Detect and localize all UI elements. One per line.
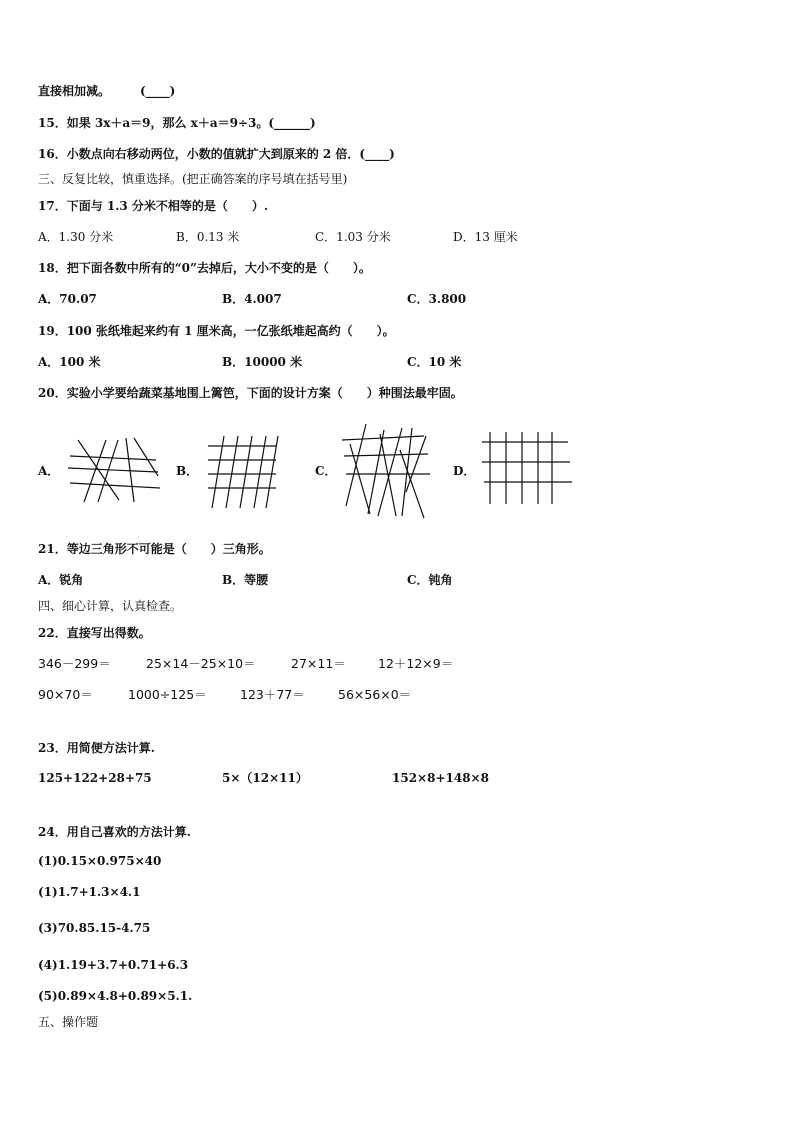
q21-option-b[interactable]: B．等腰 xyxy=(222,573,269,587)
section-5-heading: 五、操作题 xyxy=(38,1015,99,1029)
question-21: 21．等边三角形不可能是（ ）三角形。 xyxy=(38,542,271,556)
q24-expr: (4)1.19+3.7+0.71+6.3 xyxy=(38,958,189,972)
fence-figure-d xyxy=(480,430,576,511)
q18-option-a[interactable]: A．70.07 xyxy=(38,292,97,306)
q22-expr: 27×11＝ xyxy=(291,656,346,671)
question-17: 17．下面与 1.3 分米不相等的是（ ）. xyxy=(38,199,269,213)
question-15: 15．如果 3x＋a＝9，那么 x＋a＝9÷3。(______) xyxy=(38,116,316,130)
q19-option-c[interactable]: C．10 米 xyxy=(407,355,462,369)
q22-expr: 1000÷125＝ xyxy=(128,687,207,702)
q18-option-c[interactable]: C．3.800 xyxy=(407,292,467,306)
q19-option-b[interactable]: B．10000 米 xyxy=(222,355,303,369)
q22-expr: 12＋12×9＝ xyxy=(378,656,454,671)
q22-expr: 90×70＝ xyxy=(38,687,93,702)
question-19: 19．100 张纸堆起来约有 1 厘米高，一亿张纸堆起高约（ ）。 xyxy=(38,324,395,338)
q14-continuation: 直接相加减。 (____) xyxy=(38,84,176,98)
q17-option-d[interactable]: D．13 厘米 xyxy=(453,230,518,244)
q19-option-a[interactable]: A．100 米 xyxy=(38,355,101,369)
q24-expr: (1)1.7+1.3×4.1 xyxy=(38,885,141,899)
fence-figure-a xyxy=(64,430,164,509)
q22-expr: 56×56×0＝ xyxy=(338,687,412,702)
q20-option-a[interactable]: A． xyxy=(38,464,60,478)
q24-expr: (5)0.89×4.8+0.89×5.1. xyxy=(38,989,193,1003)
q22-expr: 123＋77＝ xyxy=(240,687,305,702)
question-18: 18．把下面各数中所有的“0”去掉后，大小不变的是（ ）。 xyxy=(38,261,371,275)
section-4-heading: 四、细心计算，认真检查。 xyxy=(38,599,183,613)
q17-option-a[interactable]: A．1.30 分米 xyxy=(38,230,114,244)
q22-expr: 346－299＝ xyxy=(38,656,111,671)
q21-option-c[interactable]: C．钝角 xyxy=(407,573,453,587)
q23-expr: 5×（12×11） xyxy=(222,771,308,785)
q24-expr: (1)0.15×0.975×40 xyxy=(38,854,162,868)
q17-option-c[interactable]: C．1.03 分米 xyxy=(315,230,391,244)
q20-option-d[interactable]: D． xyxy=(453,464,476,478)
q23-expr: 125+122+28+75 xyxy=(38,771,152,785)
q23-expr: 152×8+148×8 xyxy=(392,771,489,785)
q24-expr: (3)70.85.15-4.75 xyxy=(38,921,151,935)
question-16: 16．小数点向右移动两位，小数的值就扩大到原来的 2 倍．(____) xyxy=(38,147,395,161)
q22-expr: 25×14－25×10＝ xyxy=(146,656,256,671)
q18-option-b[interactable]: B．4.007 xyxy=(222,292,282,306)
question-23: 23．用简便方法计算. xyxy=(38,741,155,755)
fence-figure-c xyxy=(340,422,436,523)
question-22: 22．直接写出得数。 xyxy=(38,626,151,640)
question-20: 20．实验小学要给蔬菜基地围上篱笆，下面的设计方案（ ）种围法最牢固。 xyxy=(38,386,463,400)
q17-option-b[interactable]: B．0.13 米 xyxy=(176,230,240,244)
section-3-heading: 三、反复比较，慎重选择。(把正确答案的序号填在括号里) xyxy=(38,172,348,186)
question-24: 24．用自己喜欢的方法计算. xyxy=(38,825,191,839)
q20-option-b[interactable]: B． xyxy=(176,464,199,478)
q20-option-c[interactable]: C． xyxy=(315,464,337,478)
fence-figure-b xyxy=(204,434,284,513)
q21-option-a[interactable]: A．锐角 xyxy=(38,573,84,587)
